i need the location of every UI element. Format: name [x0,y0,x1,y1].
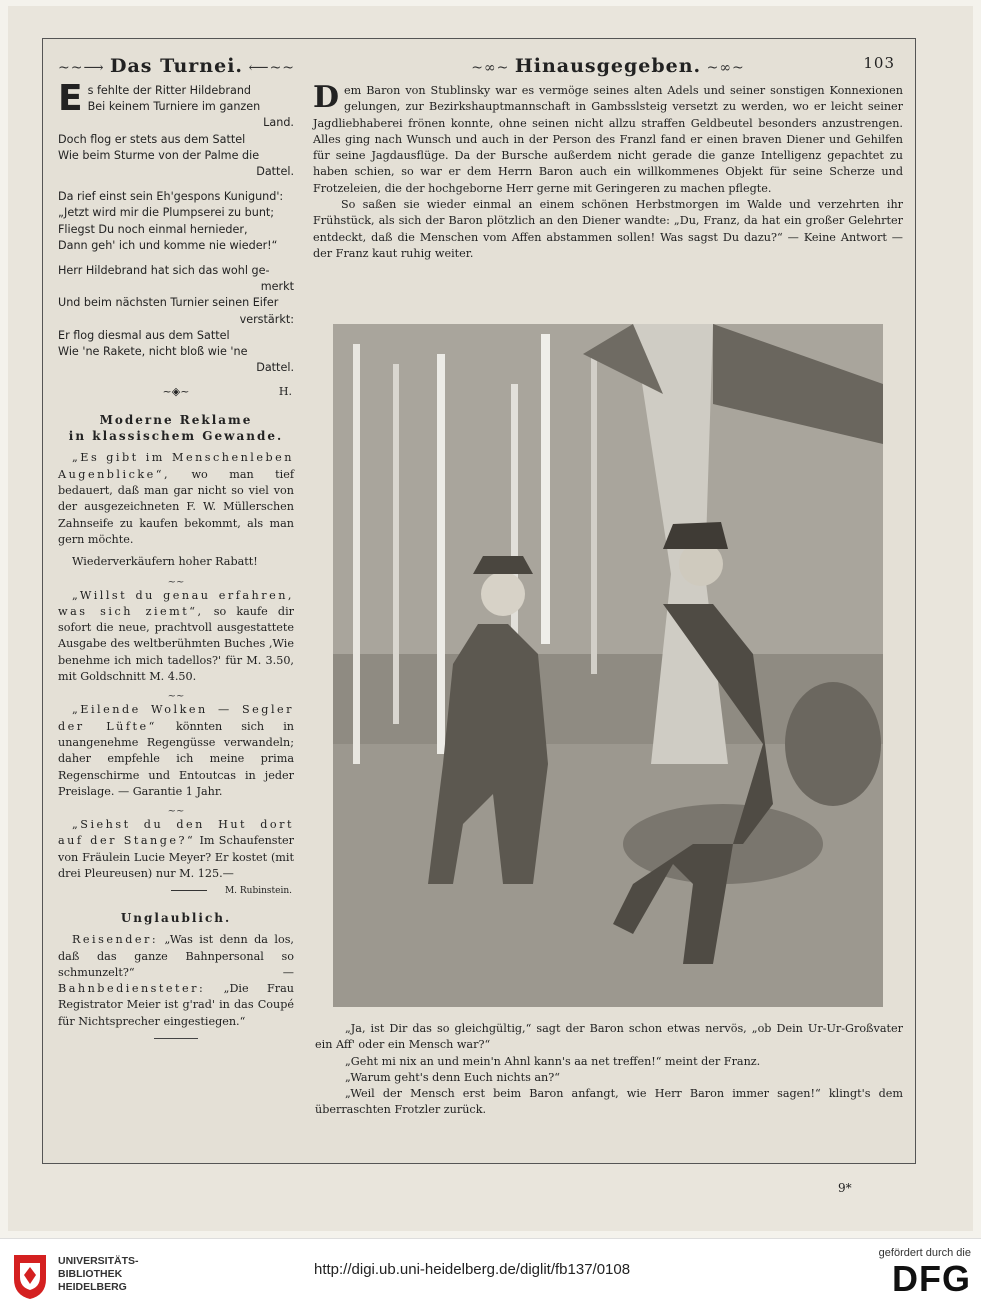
poem-signature: H. [278,385,292,399]
reklame-item-1: „Es gibt im Menschenleben Augenblicke“, wo man tief bedauert, daß man gar nicht so viel von der ausgezeichneten F. W. Müllerschen Zahnseife zu kaufen bekommt, als man gern möchte. [58,451,294,546]
forest-illustration [333,324,883,1007]
ornament-right-icon: ⟵~~ [243,60,296,76]
story-paragraph-1: Dem Baron von Stublinsky war es vermöge seines alten Adels und seiner sonstigen Konnexionen gelungen, zur Bezirkshauptmannschaft in Gambsslsteig versetzt zu werden, wo er leicht seiner Jagdliebhaberei frönen konnte, ohne seinen nicht allzu straffen Geldbeutel besonders anzustrengen. Alles ging nach Wunsch und auch in der Person des Franzl fand er einen braven Diener und Gehilfen für seine Jagdausflüge. Da der Bursche außerdem nicht gerade die ganze Intelligenz gepachtet zu haben schien, so war er dem Herrn Baron auch ein willkommenes Objekt für seine Scherze und Frotzeleien, die der hochgeborne Herr gerne mit Geringeren zu machen pflegte. [313,80,903,195]
library-footer [0,1238,981,1314]
poem-end-ornament [58,385,294,398]
reklame-title: Moderne Reklame in klassischem Gewande. [68,413,284,444]
page-url[interactable]: http://digi.ub.uni-heidelberg.de/diglit/fb137/0108 [314,1261,631,1278]
separator-rule [171,890,207,891]
caption-line-1: „Ja, ist Dir das so gleichgültig,“ sagt der Baron schon etwas nervös, „ob Dein Ur-Ur-Großvater ein Aff' oder ein Mensch war?“ „Geht mi nix an und mein'n Ahnl kann's aa net treffen!“ meint der Franz. „Warum geht's denn Euch nichts an?“ „Weil der Mensch erst beim Baron anfangt, wie Herr Baron immer sagen!“ klingt's dem überraschten Frotzler zurück. [315,1022,903,1117]
university-seal-icon [10,1251,50,1301]
funding-note: gefördert durch die DFG [878,1247,971,1299]
reklame-item-2: Wiederverkäufern hoher Rabatt! [72,555,258,569]
story-dropcap: D [313,80,340,115]
story-paragraph-2: So saßen sie wieder einmal an einem schönen Herbstmorgen im Walde und verzehrten ihr Frühstück, als sich der Baron plötzlich an den Diener wandte: „Du, Franz, da hat ein großer Gelehrter entdeckt, daß die Menschen vom Affen abstammen sollen! Was sagst Du dazu?“ — Keine Antwort — der Franz kaut ruhig weiter. [313,198,903,260]
reklame-item-5: „Siehst du den Hut dort auf der Stange?“ Im Schaufenster von Fräulein Lucie Meyer? Er kostet (mit drei Pleureusen) nur M. 125.— [58,818,294,880]
ornament-right-icon: ~∞~ [701,60,745,76]
reklame-signature: M. Rubinstein. [58,886,292,896]
flourish-icon: ~◈~ [162,385,190,399]
end-rule [154,1038,198,1039]
unglaublich-title: Unglaublich. [120,911,232,926]
tilde-separator: ~~ [167,691,185,703]
ornament-left-icon: ~~⟶ [58,60,110,76]
left-column [58,55,294,1039]
page-number: 103 [863,54,895,72]
ornament-left-icon: ~∞~ [471,60,515,76]
reklame-item-3: „Willst du genau erfahren, was sich ziemt“, so kaufe dir sofort die neue, prachtvoll ausgestattete Ausgabe des weltberühmten Buches ‚Wie benehme ich mich tadellos?' für M. 3.50, mit Goldschnitt M. 4.50. [58,588,294,684]
poem-stanza-1: E s fehlte der Ritter Hildebrand Bei keinem Turniere im ganzen Land. Doch flog er stets aus dem Sattel Wie beim Sturme von der Palme die Dattel. [58,78,294,179]
tilde-separator: ~~ [167,806,185,818]
poem-heading: ~~⟶ Das Turnei. ⟵~~ [58,55,296,77]
dfg-logo: DFG [892,1258,971,1299]
printed-page [42,38,916,1164]
story-heading: ~∞~ Hinausgegeben. ~∞~ 103 [471,54,895,77]
poem-das-turnei [58,78,294,376]
poem-dropcap: E [58,78,83,119]
unglaublich-text: Reisender: „Was ist denn da los, daß das ganze Bahnpersonal so schmunzelt?“ — Bahnbediensteter: „Die Frau Registrator Meier ist g'rad' in das Coupé für Nichtsprecher eingestiegen.“ [58,933,294,1028]
sheet-mark: 9* [838,1181,852,1195]
poem-stanza-2: Da rief einst sein Eh'gespons Kunigund': „Jetzt wird mir die Plumpserei zu bunt; Fliegst Du noch einmal hernieder, Dann geh' ich und komme nie wieder!“ [58,190,284,252]
tilde-separator: ~~ [167,576,185,588]
reklame-item-4: „Eilende Wolken — Segler der Lüfte“ könnten sich in unangenehme Regengüsse verwandeln; daher empfehle ich meine prima Regenschirme und Entoutcas in jeder Preislage. — Garantie 1 Jahr. [58,703,294,798]
library-name: UNIVERSITÄTS- BIBLIOTHEK HEIDELBERG [58,1255,139,1293]
poem-stanza-3: Herr Hildebrand hat sich das wohl ge- merkt Und beim nächsten Turnier seinen Eifer verstärkt: Er flog diesmal aus dem Sattel Wie 'ne Rakete, nicht bloß wie 'ne Dattel. [58,264,294,375]
right-column [313,55,903,262]
forest-scene-drawing [333,324,883,1007]
